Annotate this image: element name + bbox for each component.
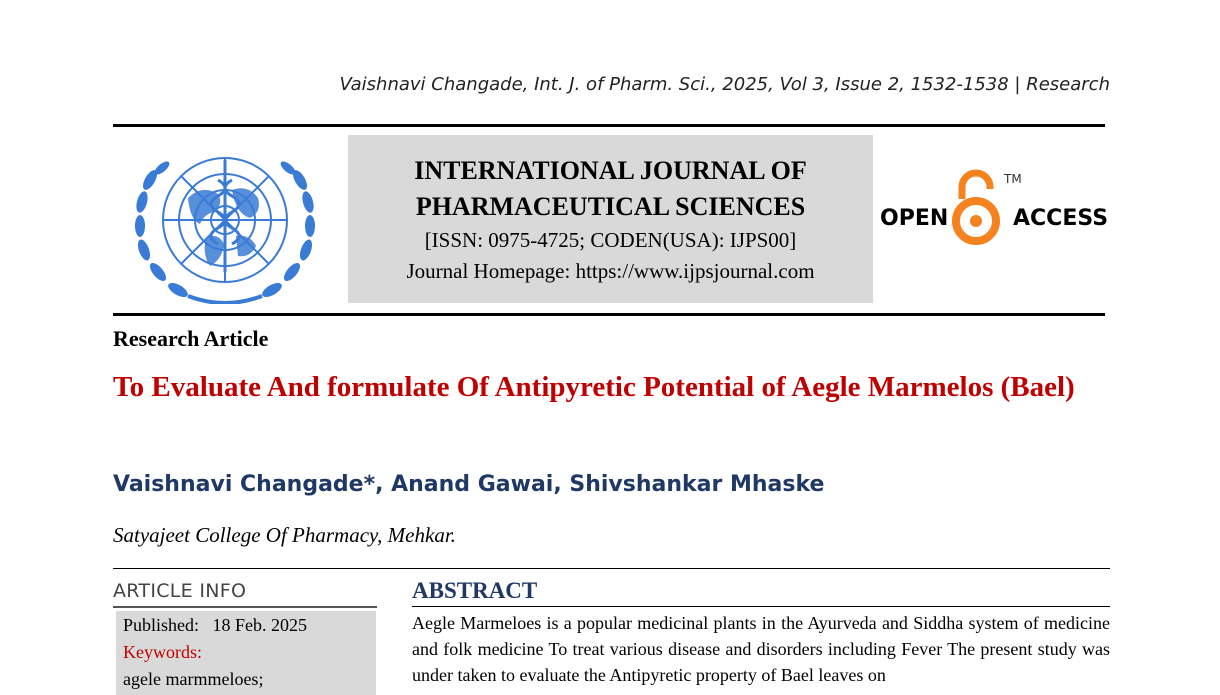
article-info-box bbox=[116, 611, 376, 695]
journal-homepage: Journal Homepage: https://www.ijpsjournal.com bbox=[406, 259, 815, 283]
running-head: Vaishnavi Changade, Int. J. of Pharm. Sci., 2025, Vol 3, Issue 2, 1532-1538 | Research bbox=[339, 74, 1110, 95]
open-access-word-access: ACCESS bbox=[1013, 206, 1108, 231]
journal-emblem-icon bbox=[128, 140, 323, 304]
published-date: 18 Feb. 2025 bbox=[212, 615, 308, 635]
affiliation: Satyajeet College Of Pharmacy, Mehkar. bbox=[113, 523, 456, 547]
abstract-rule bbox=[412, 606, 1110, 607]
article-info-rule bbox=[113, 606, 377, 608]
header-rule-bottom bbox=[113, 313, 1105, 316]
abstract-heading: ABSTRACT bbox=[412, 578, 538, 603]
article-info-heading: ARTICLE INFO bbox=[113, 580, 247, 602]
journal-info-box bbox=[348, 135, 873, 303]
abstract-text: Aegle Marmeloes is a popular medicinal plants in the Ayurveda and Siddha system of medicine and folk medicine To treat various disease and disorders including Fever The present study was under taken to evaluate the Antipyretic property of Bael leaves on bbox=[412, 613, 1110, 685]
open-access-logo-icon bbox=[880, 163, 1108, 253]
trademark-mark: TM bbox=[1004, 172, 1022, 186]
open-access-word-open: OPEN bbox=[880, 206, 949, 231]
published-label: Published: bbox=[123, 615, 200, 635]
keyword-item: agele marmmeloes; bbox=[123, 669, 264, 689]
article-type: Research Article bbox=[113, 326, 269, 351]
journal-name-line2: PHARMACEUTICAL SCIENCES bbox=[415, 192, 806, 221]
header-rule-top bbox=[113, 124, 1105, 127]
section-divider bbox=[113, 568, 1110, 569]
published-row bbox=[123, 612, 369, 639]
keywords-label: Keywords: bbox=[123, 642, 202, 662]
journal-name bbox=[348, 153, 873, 225]
author-list: Vaishnavi Changade*, Anand Gawai, Shivshankar Mhaske bbox=[113, 472, 825, 497]
article-title: To Evaluate And formulate Of Antipyretic Potential of Aegle Marmelos (Bael) bbox=[113, 371, 1075, 403]
journal-name-line1: INTERNATIONAL JOURNAL OF bbox=[414, 156, 807, 185]
journal-issn: [ISSN: 0975-4725; CODEN(USA): IJPS00] bbox=[424, 228, 797, 252]
